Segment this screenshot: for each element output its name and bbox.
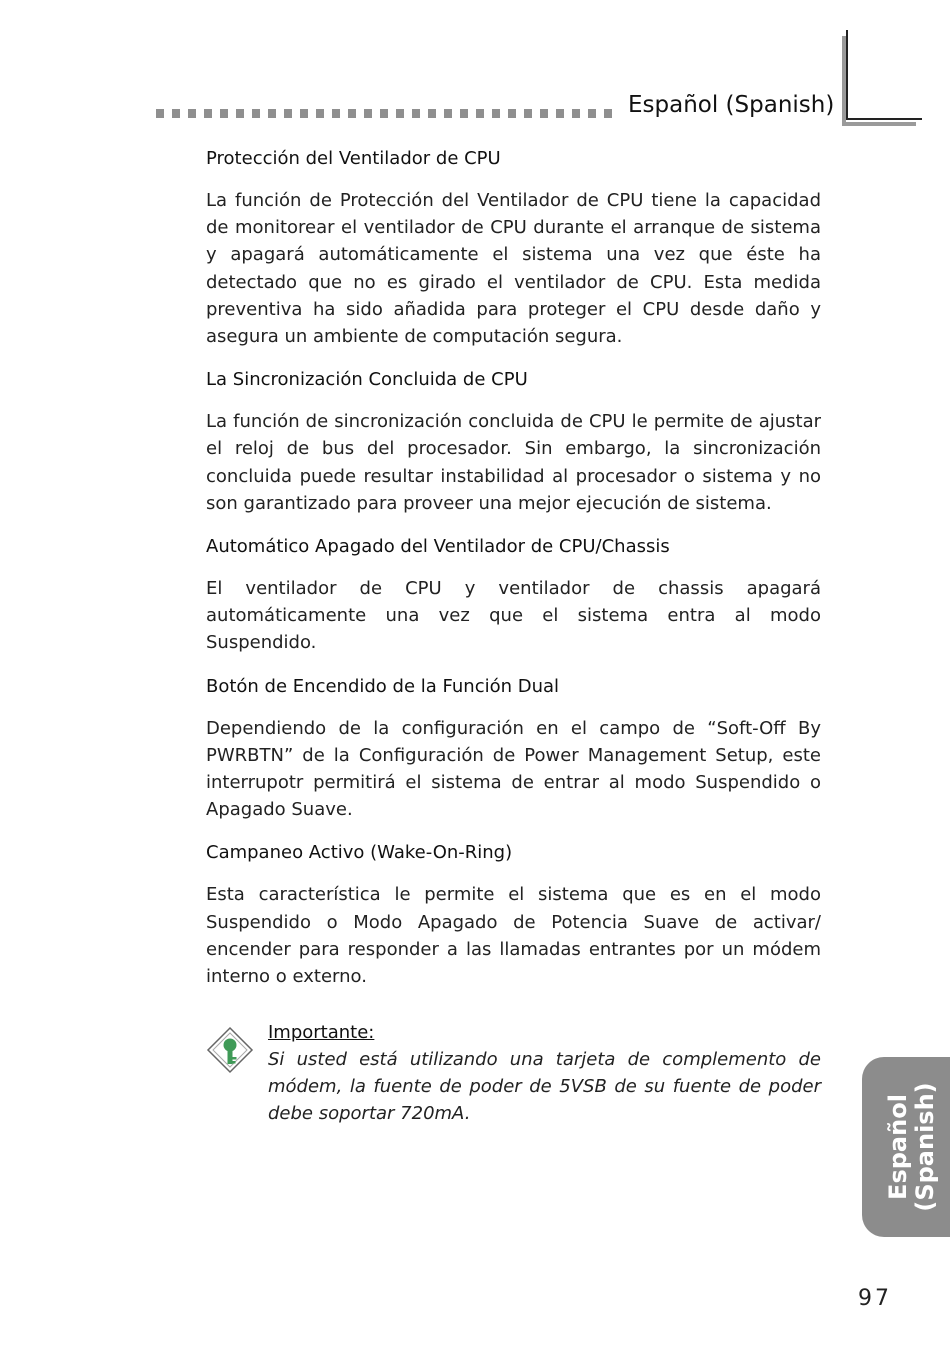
side-tab-line-2: (Spanish)	[911, 1082, 939, 1212]
section-cpu-fan-protection	[206, 148, 821, 350]
section-dual-power-button	[206, 676, 821, 824]
page-header-title: Español (Spanish)	[628, 92, 835, 118]
section-heading: Automático Apagado del Ventilador de CPU/Chassis	[206, 536, 670, 558]
section-wake-on-ring	[206, 842, 821, 990]
language-side-tab-label	[885, 1082, 939, 1211]
section-body: El ventilador de CPU y ventilador de chassis apagará automáticamente una vez que el sistema entra al modo Suspendido.	[206, 578, 821, 654]
note-label: Importante:	[268, 1022, 375, 1043]
section-heading: La Sincronización Concluida de CPU	[206, 369, 528, 391]
note-text: Si usted está utilizando una tarjeta de complemento de módem, la fuente de poder de 5VSB de su fuente de poder debe soportar 720mA.	[268, 1049, 821, 1124]
page-number: 97	[858, 1286, 892, 1311]
note-body	[268, 1022, 821, 1127]
section-cpu-clock-sync	[206, 369, 821, 517]
section-heading: Protección del Ventilador de CPU	[206, 148, 501, 169]
important-note	[206, 1022, 821, 1127]
section-heading: Campaneo Activo (Wake-On-Ring)	[206, 842, 513, 864]
corner-mark-horizontal	[846, 118, 922, 120]
key-diamond-icon	[206, 1026, 254, 1074]
section-body: La función de Protección del Ventilador de CPU tiene la capacidad de monitorear el ventilador de CPU durante el arranque de sistema y apagará automáticamente el sistema una vez que éste ha detectado que no es girado el ventilador de CPU. Esta medida preventiva ha sido añadida para proteger el CPU desde daño y asegura un ambiente de computación segura.	[206, 190, 821, 348]
section-heading: Botón de Encendido de la Función Dual	[206, 675, 560, 697]
section-body: Dependiendo de la configuración en el campo de “Soft-Off By PWRBTN” de la Configuración de Power Management Setup, este interrupotr permitirá el sistema de entrar al modo Suspendido o Apagado Suave.	[206, 717, 821, 821]
header-dotted-rule	[156, 109, 616, 118]
section-body: Esta característica le permite el sistema que es en el modo Suspendido o Modo Apagado de Potencia Suave de activar/ encender para responder a las llamadas entrantes por un módem interno o externo.	[206, 884, 821, 988]
section-fan-auto-off	[206, 536, 821, 657]
side-tab-line-1: Español	[884, 1094, 912, 1200]
corner-mark-vertical	[846, 30, 848, 120]
corner-mark-shadow-horizontal	[842, 122, 916, 126]
section-body: La función de sincronización concluida de CPU le permite de ajustar el reloj de bus del procesador. Sin embargo, la sincronización concluida puede resultar instabilidad al procesador o sistema y no son garantizado para proveer una mejor ejecución de sistema.	[206, 411, 821, 514]
main-content	[206, 148, 821, 1009]
